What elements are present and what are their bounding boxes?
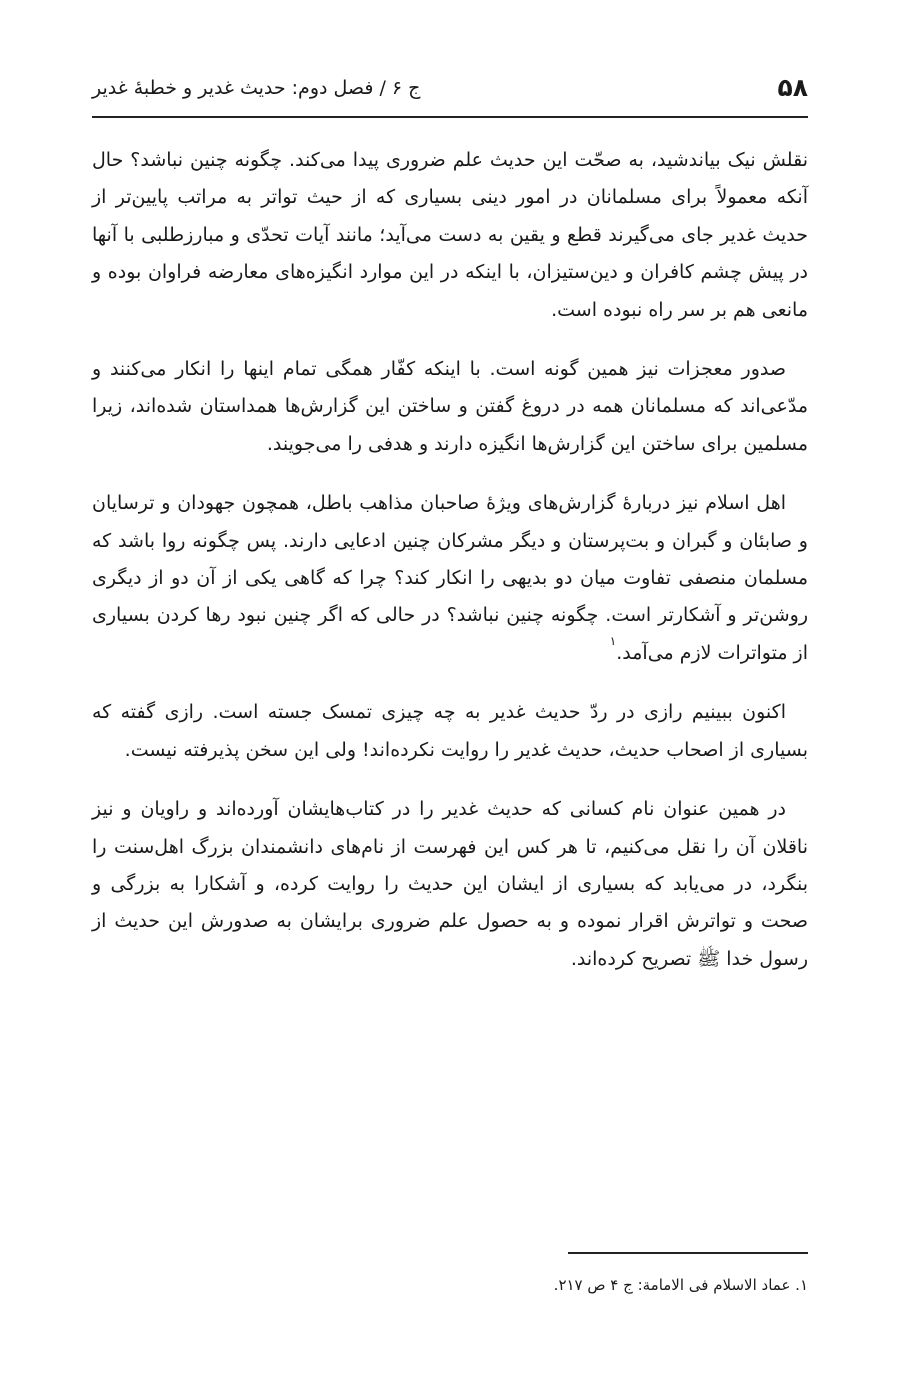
- paragraph: [92, 791, 808, 978]
- running-title: ج ۶ / فصل دوم: حديث غدير و خطبهٔ غدير: [92, 77, 421, 99]
- page-number: ۵۸: [777, 73, 808, 102]
- footnote-reference[interactable]: ۱: [609, 633, 617, 648]
- paragraph-text: در همين عنوان نام كسانی كه حديث غدير را در كتاب‌هايشان آورده‌اند و راويان و نيز ناقلان آن را نقل می‌كنيم، تا هر كس اين فهرست از نام‌های دانشمندان بزرگ اهل‌سنت را بنگرد، در می‌يابد كه بسياری از ايشان اين حديث را روايت كرده، و آشكارا به بزرگی و صحت و تواترش اقرار نموده و به حصول علم ضروری برايشان به صدورش اين حديث از رسول خدا ﷺ تصريح كرده‌اند.: [92, 798, 808, 970]
- paragraph: [92, 351, 808, 463]
- footnote: [92, 1272, 808, 1298]
- header-divider: [92, 116, 808, 118]
- paragraph: [92, 694, 808, 769]
- paragraph: [92, 142, 808, 329]
- footnote-divider: [568, 1252, 808, 1254]
- paragraph-text: نقلش نيک بياندشيد، به صحّت اين حديث علم ضروری پيدا می‌كند. چگونه چنين نباشد؟ حال آنكه معمولاً برای مسلمانان در امور دينی بسياری كه از حيث تواتر به مراتب پايين‌تر از حديث غدير جای می‌گيرند قطع و يقين به دست می‌آيد؛ مانند آيات تحدّی و مبارزطلبی با آنها در پيش چشم كافران و دين‌ستيزان، با اينكه در اين موارد انگيزه‌های معارضه فراوان بوده و مانعی هم بر سر راه نبوده است.: [92, 149, 808, 321]
- page-header: [92, 72, 808, 114]
- paragraph-text: اهل اسلام نيز دربارهٔ گزارش‌های ويژهٔ صاحبان مذاهب باطل، همچون جهودان و ترسايان و صابئان و گبران و بت‌پرستان و ديگر مشركان چنين ادعايی دارند. پس چگونه روا باشد كه مسلمان منصفی تفاوت ميان دو بديهی را انكار كند؟ چرا كه گاهی يكی از آن دو از ديگری روشن‌تر و آشكارتر است. چگونه چنين نباشد؟ در حالی كه اگر چنين نبود رها كردن بسياری از متواترات لازم می‌آمد.: [92, 492, 808, 664]
- paragraph-text: صدور معجزات نيز همين گونه است. با اينكه كفّار همگی تمام اينها را انكار می‌كنند و مدّعی‌اند كه مسلمانان همه در دروغ گفتن و ساختن اين گزارش‌ها همداستان شده‌اند، زيرا مسلمين برای ساختن اين گزارش‌ها انگيزه دارند و هدفی را می‌جويند.: [92, 358, 808, 455]
- paragraph-text: اكنون ببينيم رازی در ردّ حديث غدير به چه چيزی تمسک جسته است. رازی گفته كه بسياری از اصحاب حديث، حديث غدير را روايت نكرده‌اند! ولی اين سخن پذيرفته نيست.: [92, 701, 808, 761]
- paragraph: [92, 485, 808, 672]
- body-text: [92, 142, 808, 1000]
- footnote-text: ۱. عماد الاسلام فی الامامة: ج ۴ ص ۲۱۷.: [553, 1276, 808, 1294]
